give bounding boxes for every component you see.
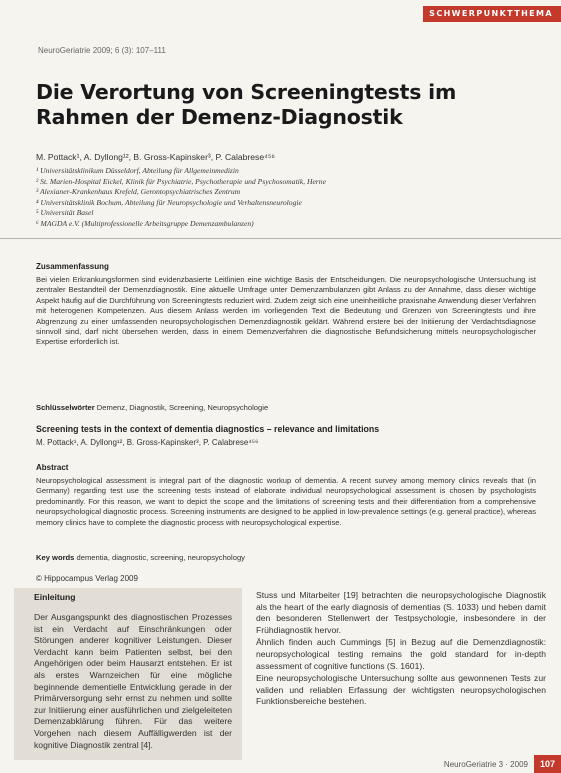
keywords-de xyxy=(36,403,536,412)
affiliation-item: ² St. Marien-Hospital Eickel, Klinik für Psychiatrie, Psychotherapie und Psychosomatik, Herne xyxy=(36,176,326,186)
english-title: Screening tests in the context of dementia diagnostics – relevance and limitations xyxy=(36,424,380,434)
intro-text: Der Ausgangspunkt des diagnostischen Prozesses ist ein Verdacht auf Einschränkungen oder Störungen anderer kognitiver Leistungen. Dieser Verdacht kann beim Patienten selbst, bei den Angehörigen oder beim Hausarzt entstehen. Er ist als erstes Warnzeichen für eine mögliche beginnende dementielle Entwicklung gerade in der Primärversorgung sehr ernst zu nehmen und sollte zur Initiierung einer ausführlichen und zielgeleiteten Demenzabklärung führen. Für das weitere Vorgehen nach diesem Auffälligwerden ist der kognitive Diagnostik zentral [4]. xyxy=(34,612,232,750)
intro-heading: Einleitung xyxy=(34,592,76,602)
abstract-de-heading: Zusammenfassung xyxy=(36,262,109,271)
right-paragraph: Eine neuropsychologische Untersuchung sollte aus gewonnenen Tests zur validen und reliablen Erfassung der wichtigsten neuropsychologischen Funktionsbereiche bestehen. xyxy=(256,673,546,707)
copyright-line: © Hippocampus Verlag 2009 xyxy=(36,574,138,583)
affiliation-item: ⁶ MAGDA e.V. (Multiprofessionelle Arbeitsgruppe Demenzambulanzen) xyxy=(36,218,254,228)
right-paragraph: Ähnlich finden auch Cummings [5] in Bezug auf die Demenzdiagnostik: neuropsychological testing remains the gold standard for in-depth assessment of cognitive functions (S. 1601). xyxy=(256,637,546,671)
abstract-en-heading: Abstract xyxy=(36,463,69,472)
abstract-en-text: Neuropsychological assessment is integral part of the diagnostic workup of dementia. A recent survey among memory clinics reveals that (in Germany) regarding test use the screening tests instead of elaborate individual neuropsychological assessment is chosen by psychologists predominantly. For this reason, we want to depict the scope and the limitations of screening tests and their differentiation from a comprehensive neuropsychological diagnostic process. Screening instruments are designed to be applied in low-prevalence settings (e.g. general practice), whereas memory clinics have to complete the diagnostic process with neuropsychological expertise. xyxy=(36,476,536,527)
affiliation-item: ¹ Universitätsklinikum Düsseldorf, Abteilung für Allgemeinmedizin xyxy=(36,166,239,175)
affiliation-list xyxy=(36,166,536,230)
keywords-en xyxy=(36,553,536,562)
affiliation-item: ⁵ Universität Basel xyxy=(36,208,94,218)
keywords-en-label: Key words xyxy=(36,553,75,562)
english-author-list: M. Pottack¹, A. Dyllong¹², B. Gross-Kapinsker³, P. Calabrese⁴⁵⁶ xyxy=(36,438,259,447)
journal-reference: NeuroGeriatrie 2009; 6 (3): 107–111 xyxy=(38,46,166,55)
article-title: Die Verortung von Screeningtests im Rahmen der Demenz-Diagnostik xyxy=(36,80,457,129)
affiliation-item: ⁴ Universitätsklinik Bochum, Abteilung für Neuropsychologie und Verhaltensneurologie xyxy=(36,197,302,207)
section-banner: SCHWERPUNKTTHEMA xyxy=(423,6,561,22)
divider xyxy=(0,238,561,239)
keywords-en-values: dementia, diagnostic, screening, neuropsychology xyxy=(76,553,245,562)
page-number: 107 xyxy=(534,755,561,773)
page-footer xyxy=(444,755,561,773)
author-list: M. Pottack¹, A. Dyllong¹², B. Gross-Kapinsker³, P. Calabrese⁴⁵⁶ xyxy=(36,152,275,162)
right-column xyxy=(256,590,546,709)
affiliation-item: ³ Alexianer-Krankenhaus Krefeld, Gerontopsychiatrisches Zentrum xyxy=(36,187,241,197)
abstract-de-text: Bei vielen Erkrankungsformen sind evidenzbasierte Leitlinien eine wichtige Basis der Entscheidungen. Die neuropsychologische Untersuchung ist zentraler Bestandteil der Demenzdiagnostik. Eine aktuelle Umfrage unter Demenzambulanzen gibt Anlass zu der Annahme, dass dieser wichtige Aspekt häufig auf die Durchführung von Screeningtests reduziert wird. Zudem zeigt sich eine uneinheitliche praxisnahe Anwendung dieser Verfahren mit heterogenen Kompetenzen. Aus diesem Anlass werden im vorliegenden Text die Bedeutung und Grenzen von Screeningtests und ihre Abgrenzung zu einer umfassenden neuropsychologischen Demenzdiagnostik geklärt. Während erstere bei der Initiierung der Verdachtsdiagnose sinnvoll sind, darf nicht übersehen werden, dass in einem Demenzverfahren die diagnostische Befundsicherung mittels neuropsychologischer Expertise erforderlich ist. xyxy=(36,275,536,347)
right-paragraph: Stuss und Mitarbeiter [19] betrachten die neuropsychologische Diagnostik als the heart of the early diagnosis of dementias (S. 1033) und heben damit den besonderen Stellenwert der Testpsychologie, insbesondere in der Frühdiagnostik hervor. xyxy=(256,590,546,635)
keywords-de-label: Schlüsselwörter xyxy=(36,403,95,412)
keywords-de-values: Demenz, Diagnostik, Screening, Neuropsychologie xyxy=(96,403,269,412)
footer-journal: NeuroGeriatrie 3 · 2009 xyxy=(443,759,528,769)
